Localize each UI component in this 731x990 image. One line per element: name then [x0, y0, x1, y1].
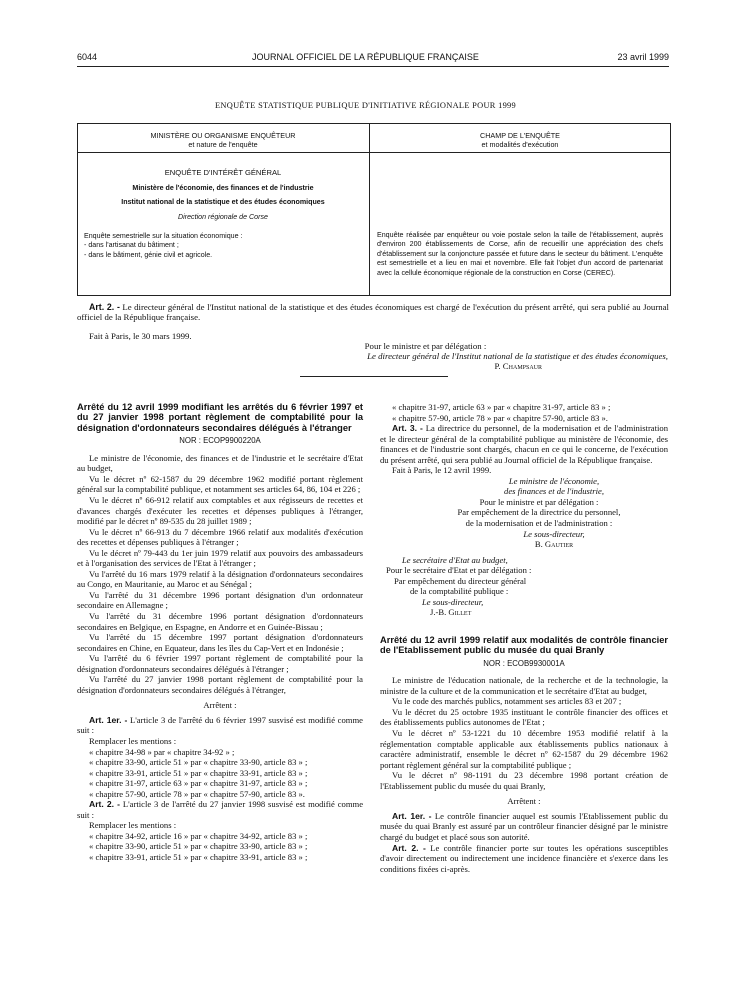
section-divider	[300, 376, 448, 377]
sig-sous-directeur: Le sous-directeur,	[523, 528, 585, 539]
col1-head: MINISTÈRE OU ORGANISME ENQUÊTEUR	[150, 131, 296, 140]
direction-label: Direction régionale de Corse	[178, 212, 268, 221]
art2-top-name: P. Champsaur	[494, 361, 542, 371]
sig-secretaire: Le secrétaire d'Etat au budget,	[402, 554, 508, 565]
left-art1	[77, 715, 363, 736]
right-arretent: Arrêtent :	[507, 796, 541, 807]
right-art1-label: Art. 1er. -	[392, 810, 432, 821]
sig-sous-directeur-2: Le sous-directeur,	[422, 596, 484, 607]
sig-gillet: J.-B. Gillet	[430, 607, 472, 618]
col2-sub: et modalités d'exécution	[481, 140, 559, 149]
right-art3-text: La directrice du personnel, de la modernisation et de l'administration et le directeur général de la comptabilité publique au ministère de l'économie, des finances et de l'industrie sont chargés, chacun en ce qui le concerne, de l'exécution du présent arrêté, qui sera publié au Journal officiel de la République française.	[380, 423, 668, 465]
art2-top-label: Art. 2. -	[89, 302, 120, 312]
sig-pour: Pour le ministre et par délégation :	[479, 496, 599, 507]
left-list1-item: « chapitre 34-98 » par « chapitre 34-92 » ;	[89, 746, 235, 757]
sig-modernisation: de la modernisation et de l'administration :	[465, 518, 613, 529]
col1-sub: et nature de l'enquête	[188, 140, 258, 149]
left-list1-item: « chapitre 57-90, article 78 » par « chapitre 57-90, article 83 ».	[89, 788, 305, 799]
left-para: Vu l'arrêté du 15 décembre 1997 portant désignation d'ordonnateurs secondaires en Chine, en Equateur, dans les îles du Cap-Vert et en Indonésie ;	[77, 632, 363, 653]
enquete-title: ENQUÊTE STATISTIQUE PUBLIQUE D'INITIATIVE RÉGIONALE POUR 1999	[214, 101, 517, 110]
table-header-rule	[77, 152, 671, 153]
sig-ministre: Le ministre de l'économie,	[508, 475, 600, 486]
left-para: Vu l'arrêté du 27 janvier 1998 portant règlement de comptabilité pour la désignation d'ordonnateurs secondaires délégués à l'étranger,	[77, 674, 363, 695]
right-para: Le ministre de l'éducation nationale, de la recherche et de la technologie, la ministre de la culture et de la communication et le secrétaire d'Etat au budget,	[380, 675, 668, 696]
left-arretent: Arrêtent :	[203, 700, 237, 711]
left-nor: NOR : ECOP9900220A	[179, 436, 261, 446]
right-fait: Fait à Paris, le 12 avril 1999.	[392, 465, 492, 476]
ministere-label: Ministère de l'économie, des finances et de l'industrie	[132, 183, 314, 192]
sig-ministre-2: des finances et de l'industrie,	[504, 486, 604, 497]
table-col2-header	[370, 131, 670, 149]
right-nor: NOR : ECOB9930001A	[483, 658, 565, 668]
champ-text: Enquête réalisée par enquêteur ou voie postale selon la taille de l'établissement, auprès d'environ 200 établissements de Corse, afin de recueillir une appréciation des chefs d'établissement sur la conjoncture passée et future dans le secteur du bâtiment. L'enquête est semestrielle et a lieu en mai et novembre. Elle fait l'objet d'un accord de partenariat avec la cellule économique régionale de la construction en Corse (CEREC).	[377, 231, 663, 277]
left-column	[77, 402, 363, 863]
nature-item-1: - dans l'artisanat du bâtiment ;	[84, 241, 179, 250]
left-list1-item: « chapitre 33-90, article 51 » par « chapitre 33-90, article 83 » ;	[89, 757, 308, 768]
left-para: Vu le décret nº 66-912 relatif aux comptables et aux régisseurs de recettes et d'avances chargés d'exécuter les recettes et dépenses publiques à l'étranger, modifié par le décret nº 89-535 du 28 juillet 1989 ;	[77, 494, 363, 527]
art2-top-fait: Fait à Paris, le 30 mars 1999.	[89, 331, 192, 341]
left-para: Vu l'arrêté du 6 février 1997 portant règlement de comptabilité pour la désignation d'ordonnateurs secondaires délégués à l'étranger ;	[77, 653, 363, 674]
table-col1-header	[77, 131, 369, 149]
left-art2-label: Art. 2. -	[89, 799, 121, 810]
left-list1-item: « chapitre 31-97, article 63 » par « chapitre 31-97, article 83 » ;	[89, 778, 308, 789]
right-art3-label: Art. 3. -	[392, 423, 423, 434]
left-list2-item: « chapitre 33-91, article 51 » par « chapitre 33-91, article 83 » ;	[89, 852, 308, 862]
nature-text: Enquête semestrielle sur la situation économique :	[84, 232, 243, 240]
sig-empechement-dg: Par empêchement du directeur général	[394, 575, 527, 586]
journal-title: JOURNAL OFFICIEL DE LA RÉPUBLIQUE FRANÇAISE	[252, 52, 479, 62]
art2-top-pour: Pour le ministre et par délégation :	[364, 341, 487, 351]
left-list1-item: « chapitre 33-91, article 51 » par « chapitre 33-91, article 83 » ;	[89, 767, 308, 778]
table-col1-center	[77, 166, 369, 224]
issue-date: 23 avril 1999	[617, 52, 669, 62]
left-remplacer-1: Remplacer les mentions :	[89, 735, 177, 746]
right-para: Vu le décret du 25 octobre 1935 instituant le contrôle financier des offices et des établissements publics autonomes de l'Etat ;	[380, 706, 668, 728]
left-article-title: Arrêté du 12 avril 1999 modifiant les arrêtés du 6 février 1997 et du 27 janvier 1998 portant règlement de comptabilité pour la désignation d'ordonnateurs secondaires délégués à l'étranger	[77, 402, 363, 433]
page-number: 6044	[77, 52, 98, 62]
nature-item-2: - dans le bâtiment, génie civil et agricole.	[84, 250, 213, 259]
left-para: Vu l'arrêté du 16 mars 1979 relatif à la désignation d'ordonnateurs secondaires au Congo, en Mauritanie, au Maroc et au Sénégal ;	[77, 568, 363, 590]
right-list-item: « chapitre 31-97, article 63 » par « chapitre 31-97, article 83 » ;	[392, 402, 611, 412]
sig-gautier: B. Gautier	[534, 539, 574, 550]
art2-top-paragraph	[77, 302, 669, 323]
left-list2-item: « chapitre 34-92, article 16 » par « chapitre 34-92, article 83 » ;	[89, 830, 308, 841]
left-art2	[77, 799, 363, 820]
left-para: Vu le décret nº 66-913 du 7 décembre 1966 relatif aux modalités d'exécution des recettes et dépenses publiques à l'étranger ;	[77, 526, 363, 548]
right-art2-text: Le contrôle financier porte sur toutes les opérations susceptibles d'avoir directement ou indirectement une incidence financière et s'exerce dans les conditions fixées ci-après.	[380, 842, 668, 874]
sig-pour-secretaire: Pour le secrétaire d'Etat et par délégation :	[386, 565, 532, 576]
right-art1	[380, 811, 668, 843]
left-para: Vu le décret nº 62-1587 du 29 décembre 1962 modifié portant règlement général sur la comptabilité publique, et notamment ses articles 64, 86, 104 et 226 ;	[77, 473, 363, 495]
interet-label: ENQUÊTE D'INTÉRÊT GÉNÉRAL	[164, 168, 282, 177]
right-list-item: « chapitre 57-90, article 78 » par « chapitre 57-90, article 83 ».	[392, 412, 608, 423]
left-art1-text: L'article 3 de l'arrêté du 6 février 1997 susvisé est modifié comme suit :	[77, 714, 363, 736]
left-remplacer-2: Remplacer les mentions :	[89, 820, 177, 831]
table-col1-nature	[84, 232, 364, 260]
left-art1-label: Art. 1er. -	[89, 714, 128, 725]
institut-label: Institut national de la statistique et des études économiques	[121, 198, 325, 206]
left-para: Vu l'arrêté du 31 décembre 1996 portant désignation d'un ordonnateur secondaire en Allemagne ;	[77, 589, 363, 611]
right-art2	[380, 843, 668, 875]
left-para: Vu l'arrêté du 31 décembre 1996 portant désignation d'ordonnateurs secondaires en Belgique, en Espagne, en Andorre et en Guinée-Bissau ;	[77, 610, 363, 632]
left-para: Vu le décret nº 79-443 du 1er juin 1979 relatif aux pouvoirs des ambassadeurs et à l'organisation des services de l'Etat à l'étranger ;	[77, 547, 363, 569]
art2-top-text: Le directeur général de l'Institut national de la statistique et des études économiques est chargé de l'exécution du présent arrêté, qui sera publié au Journal officiel de la République française.	[77, 302, 670, 323]
right-article-title: Arrêté du 12 avril 1999 relatif aux modalités de contrôle financier de l'Etablissement public du musée du quai Branly	[380, 634, 668, 656]
left-art2-text: L'article 3 de l'arrêté du 27 janvier 1998 susvisé est modifié comme suit :	[77, 799, 364, 820]
right-art2-label: Art. 2. -	[392, 842, 426, 853]
right-art1-text: Le contrôle financier auquel est soumis l'Etablissement public du musée du quai Branly est assuré par un contrôleur financier désigné par le ministre chargé du budget et placé sous son autorité.	[380, 810, 668, 842]
left-list2-item: « chapitre 33-90, article 51 » par « chapitre 33-90, article 83 » ;	[89, 841, 308, 852]
sig-comptabilite: de la comptabilité publique :	[410, 586, 509, 597]
right-para: Vu le code des marchés publics, notamment ses articles 83 et 207 ;	[392, 696, 622, 707]
right-column	[380, 402, 668, 874]
right-art3	[380, 423, 668, 465]
right-para: Vu le décret nº 98-1191 du 23 décembre 1998 portant création de l'Etablissement public du musée du quai Branly,	[380, 770, 668, 791]
header-rule	[77, 66, 669, 67]
right-para: Vu le décret nº 53-1221 du 10 décembre 1953 modifié relatif à la réglementation comptable applicable aux établissements publics nationaux à caractère administratif, ensemble le décret nº 62-1587 du 29 décembre 1962 portant règlement général sur la comptabilité publique ;	[380, 728, 668, 770]
left-para: Le ministre de l'économie, des finances et de l'industrie et le secrétaire d'Etat au budget,	[77, 452, 363, 474]
col2-head: CHAMP DE L'ENQUÊTE	[480, 131, 560, 140]
art2-top-dg: Le directeur général de l'Institut national de la statistique et des études économiques,	[367, 351, 668, 361]
sig-empechement: Par empêchement de la directrice du personnel,	[457, 507, 621, 518]
